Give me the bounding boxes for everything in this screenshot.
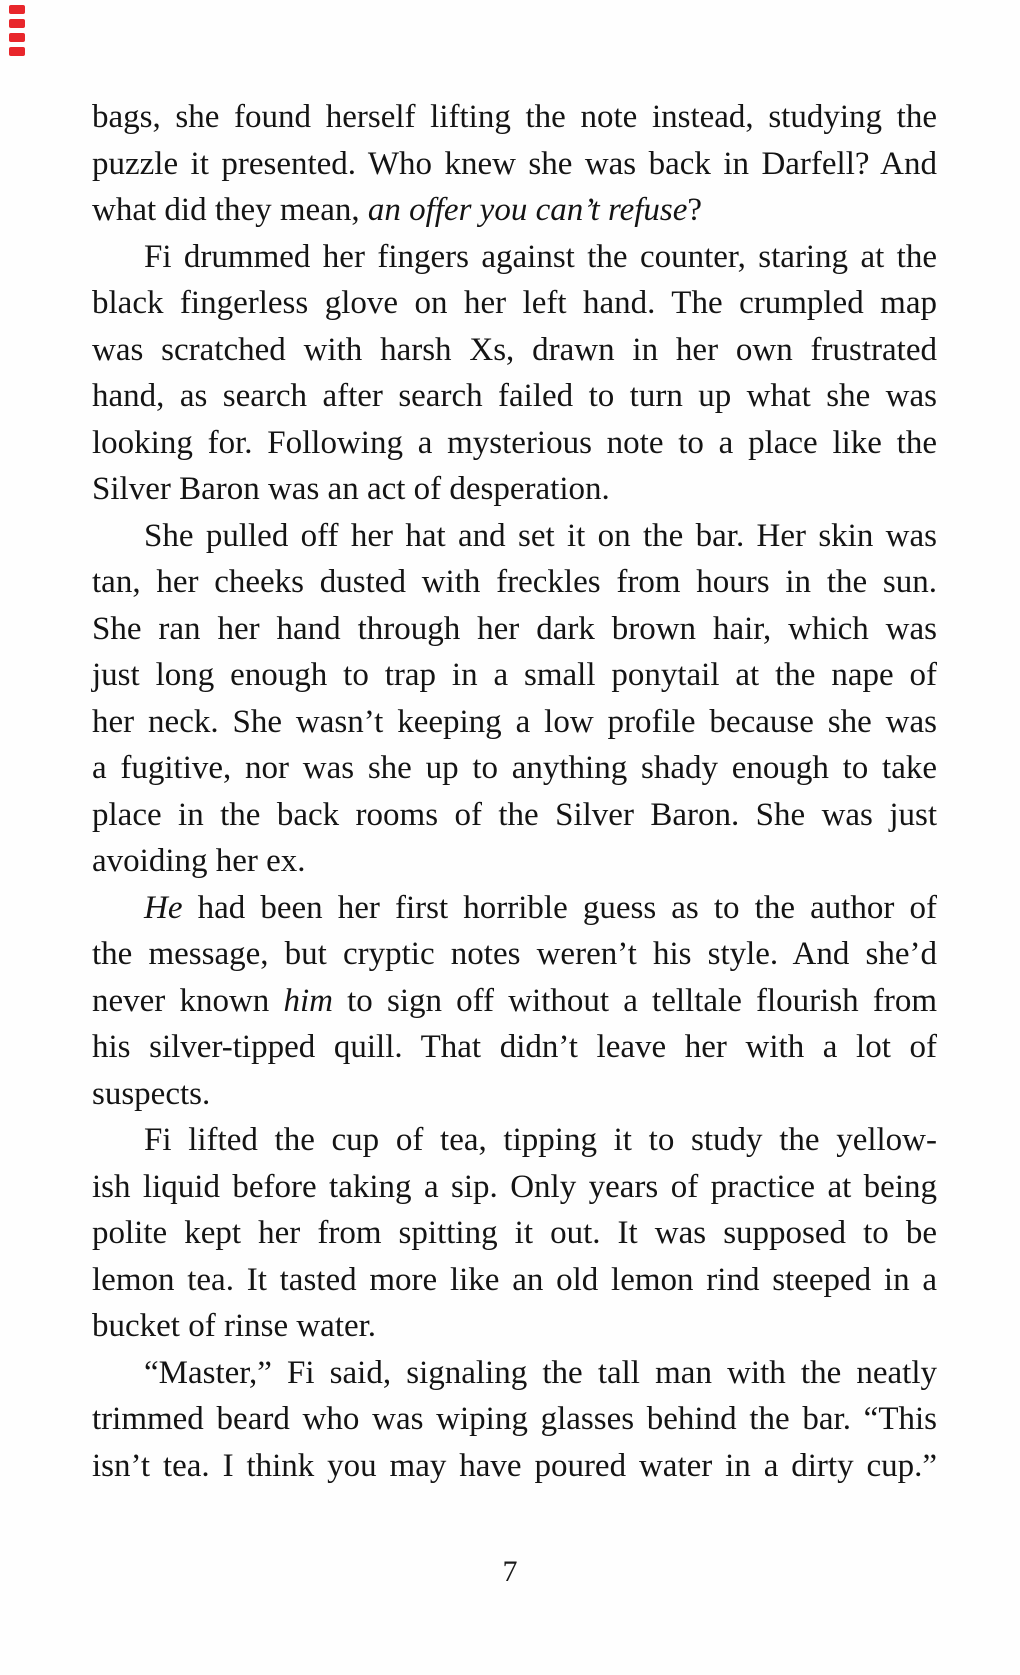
text-segment: bags, she found herself lifting the note instead, studying the (92, 99, 937, 135)
text-segment: polite kept her from spitting it out. It was supposed to be (92, 1215, 937, 1251)
text-segment: never known (92, 982, 284, 1019)
page-number: 7 (502, 1555, 518, 1588)
text-line (92, 466, 937, 513)
text-line (92, 838, 937, 885)
italic-text-segment: him (283, 982, 333, 1019)
text-line (92, 1210, 937, 1257)
text-line (92, 1303, 937, 1350)
text-line (92, 1350, 937, 1397)
text-line (92, 652, 937, 699)
scan-artifact-marks (9, 5, 27, 61)
text-segment: trimmed beard who was wiping glasses behind the bar. “This (92, 1401, 937, 1437)
text-segment: bucket of rinse water. (92, 1308, 377, 1344)
text-segment: isn’t tea. I think you may have poured water in a dirty cup.” (92, 1447, 937, 1484)
text-line (92, 420, 937, 467)
text-line (92, 1396, 937, 1443)
text-segment: ? (687, 192, 703, 228)
text-segment: tan, her cheeks dusted with freckles from hours in the sun. (92, 564, 937, 600)
italic-text-segment: He (144, 889, 183, 926)
text-line (92, 559, 937, 606)
text-line (92, 141, 937, 188)
text-segment: a fugitive, nor was she up to anything shady enough to take (92, 750, 937, 786)
text-segment: suspects. (92, 1075, 211, 1112)
text-segment: lemon tea. It tasted more like an old lemon rind steeped in a (92, 1261, 937, 1298)
text-line (92, 1443, 937, 1490)
text-segment: what did they mean, (92, 192, 368, 228)
text-segment: hand, as search after search failed to turn up what she was (92, 378, 937, 414)
text-segment: the message, but cryptic notes weren’t his style. And she’d (92, 936, 937, 972)
text-segment: black fingerless glove on her left hand. The crumpled map (92, 285, 937, 321)
text-segment: looking for. Following a mysterious note to a place like the (92, 424, 937, 461)
text-segment: her neck. She wasn’t keeping a low profile because she was (92, 703, 937, 740)
red-pen-mark (9, 19, 25, 28)
text-segment: had been her first horrible guess as to the author of (182, 889, 937, 926)
text-segment: puzzle it presented. Who knew she was back in Darfell? And (92, 145, 937, 182)
text-segment: Silver Baron was an act of desperation. (92, 471, 610, 507)
text-line (92, 699, 937, 746)
text-segment: to sign off without a telltale flourish from (332, 982, 937, 1019)
text-line (92, 1024, 937, 1071)
text-line (92, 187, 937, 234)
text-line (92, 327, 937, 374)
page-text (92, 94, 937, 1489)
text-line (92, 931, 937, 978)
red-pen-mark (9, 47, 25, 56)
text-line (92, 373, 937, 420)
text-segment: “Master,” Fi said, signaling the tall man with the neatly (144, 1354, 937, 1391)
text-segment: ish liquid before taking a sip. Only years of practice at being (92, 1168, 937, 1205)
text-segment: avoiding her ex. (92, 843, 306, 879)
text-segment: She ran her hand through her dark brown hair, which was (92, 610, 937, 647)
text-line (92, 745, 937, 792)
text-segment: Fi drummed her fingers against the counter, staring at the (144, 238, 937, 275)
text-line (92, 792, 937, 839)
text-line (92, 1257, 937, 1304)
text-segment: was scratched with harsh Xs, drawn in her own frustrated (92, 331, 937, 368)
red-pen-mark (9, 33, 25, 42)
red-pen-mark (9, 5, 25, 14)
text-line (92, 280, 937, 327)
text-line (92, 885, 937, 932)
text-segment: just long enough to trap in a small ponytail at the nape of (92, 657, 937, 693)
text-line (92, 513, 937, 560)
text-segment: place in the back rooms of the Silver Baron. She was just (92, 796, 937, 833)
text-line (92, 978, 937, 1025)
text-line (92, 94, 937, 141)
text-segment: his silver-tipped quill. That didn’t leave her with a lot of (92, 1029, 937, 1065)
text-line (92, 606, 937, 653)
text-segment: Fi lifted the cup of tea, tipping it to study the yellow- (144, 1122, 937, 1158)
text-segment: She pulled off her hat and set it on the bar. Her skin was (144, 517, 937, 554)
text-line (92, 234, 937, 281)
text-line (92, 1117, 937, 1164)
text-line (92, 1071, 937, 1118)
text-line (92, 1164, 937, 1211)
italic-text-segment: an offer you can’t refuse (367, 192, 688, 228)
